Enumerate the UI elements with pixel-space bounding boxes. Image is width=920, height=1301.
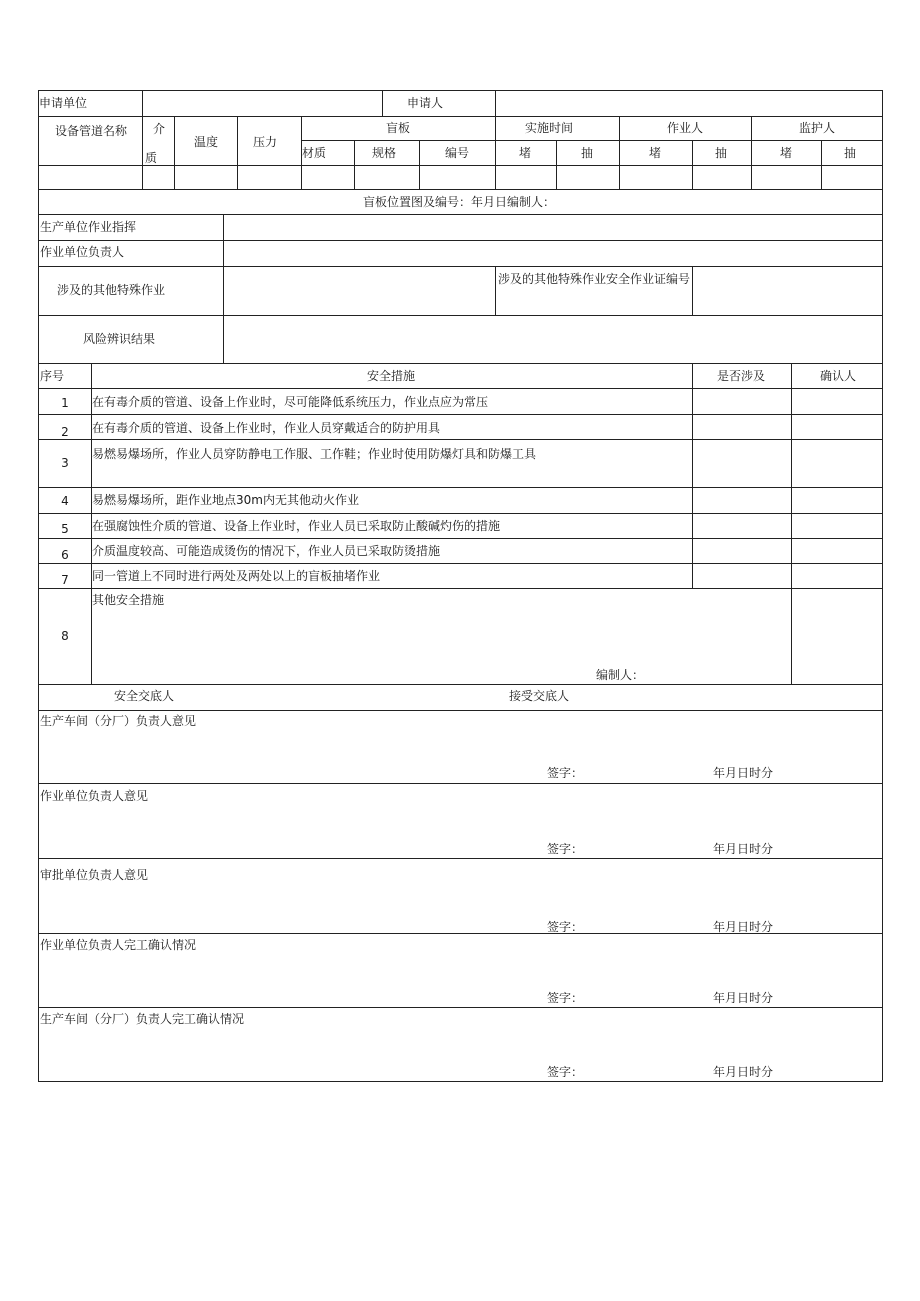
col-divider: [142, 91, 143, 116]
opinion-title: 审批单位负责人意见: [40, 868, 149, 882]
work-unit-head-label: 作业单位负责人: [40, 245, 125, 259]
measure-no: 1: [61, 396, 69, 410]
other-special-label: 涉及的其他特殊作业: [56, 283, 166, 297]
col-divider: [174, 116, 175, 189]
row-divider: [39, 684, 882, 685]
applicant-label: 申请人: [406, 96, 444, 110]
row-divider: [39, 1007, 882, 1008]
briefing-giver-label: 安全交底人: [113, 689, 175, 703]
sign-label: 签字：: [547, 991, 584, 1005]
date-label: 年月日时分: [713, 766, 774, 780]
date-label: 年月日时分: [713, 920, 774, 934]
briefing-receiver-label: 接受交底人: [508, 689, 570, 703]
col-divider: [556, 140, 557, 189]
measure-no: 2: [61, 425, 69, 439]
row-divider: [39, 487, 882, 488]
measure-text: 其他安全措施: [92, 593, 165, 607]
blind-plate-permit-form: [38, 90, 883, 1082]
opinion-title: 生产车间（分厂）负责人意见: [40, 714, 197, 728]
medium-label-2: 质: [145, 151, 158, 165]
pressure-label: 压力: [252, 135, 278, 149]
row-divider: [39, 858, 882, 859]
measure-no: 7: [61, 573, 69, 587]
medium-label: 介: [153, 122, 166, 136]
col-divider: [751, 116, 752, 189]
applicant-unit-label: 申请单位: [38, 96, 88, 110]
col-no-header: 序号: [40, 369, 65, 383]
col-confirm-header: 确认人: [819, 369, 857, 383]
row-divider: [39, 189, 882, 190]
measure-text: 易燃易爆场所，距作业地点30m内无其他动火作业: [92, 493, 359, 507]
row-divider: [39, 116, 882, 117]
col-divider: [821, 140, 822, 189]
measure-text: 同一管道上不同时进行两处及两处以上的盲板抽堵作业: [92, 569, 381, 583]
row-divider: [39, 214, 882, 215]
material-label: 材质: [302, 146, 327, 160]
diagram-caption: 盲板位置图及编号：年月日编制人：: [362, 195, 556, 209]
col-divider: [495, 116, 496, 189]
row-divider: [39, 240, 882, 241]
sign-label: 签字：: [547, 842, 584, 856]
measure-no: 6: [61, 548, 69, 562]
row-divider: [39, 588, 882, 589]
row-divider: [39, 266, 882, 267]
row-divider: [301, 140, 882, 141]
col-involved-header: 是否涉及: [716, 369, 766, 383]
col-divider: [354, 140, 355, 189]
opinion-title: 作业单位负责人意见: [40, 789, 149, 803]
operator-block-label: 堵: [648, 146, 662, 160]
col-divider: [382, 91, 383, 116]
impl-block-label: 堵: [518, 146, 532, 160]
commander-label: 生产单位作业指挥: [40, 220, 137, 234]
row-divider: [39, 538, 882, 539]
row-divider: [39, 710, 882, 711]
row-divider: [39, 165, 882, 166]
measure-text: 在有毒介质的管道、设备上作业时，尽可能降低系统压力，作业点应为常压: [92, 395, 489, 409]
measure-text: 介质温度较高、可能造成烫伤的情况下，作业人员已采取防烫措施: [92, 544, 441, 558]
col-divider: [237, 116, 238, 189]
col-divider: [142, 116, 143, 189]
opinion-title: 生产车间（分厂）负责人完工确认情况: [40, 1012, 245, 1026]
row-divider: [39, 439, 882, 440]
risk-label: 风险辨识结果: [82, 332, 156, 346]
spec-label: 规格: [371, 146, 397, 160]
measure-text: 在强腐蚀性介质的管道、设备上作业时，作业人员已采取防止酸碱灼伤的措施: [92, 519, 501, 533]
col-divider: [495, 266, 496, 315]
col-divider: [495, 91, 496, 116]
col-divider: [619, 116, 620, 189]
row-divider: [39, 363, 882, 364]
row-divider: [39, 388, 882, 389]
opinion-title: 作业单位负责人完工确认情况: [40, 938, 197, 952]
date-label: 年月日时分: [713, 842, 774, 856]
measure-no: 8: [61, 629, 69, 643]
measure-no: 3: [61, 456, 69, 470]
row-divider: [39, 414, 882, 415]
compiler-label: 编制人：: [596, 668, 645, 682]
impl-pull-label: 抽: [580, 146, 594, 160]
col-divider: [692, 363, 693, 588]
other-cert-label: 涉及的其他特殊作业安全作业证编号: [497, 272, 690, 286]
operator-label: 作业人: [666, 121, 704, 135]
row-divider: [39, 563, 882, 564]
measure-text: 易燃易爆场所，作业人员穿防静电工作服、工作鞋；作业时使用防爆灯具和防爆工具: [92, 447, 537, 461]
row-divider: [39, 783, 882, 784]
col-divider: [223, 214, 224, 363]
number-label: 编号: [444, 146, 470, 160]
sign-label: 签字：: [547, 920, 584, 934]
guardian-label: 监护人: [798, 121, 836, 135]
date-label: 年月日时分: [713, 991, 774, 1005]
impl-time-label: 实施时间: [524, 121, 574, 135]
col-divider: [692, 140, 693, 189]
measure-no: 4: [61, 494, 69, 508]
col-measure-header: 安全措施: [366, 369, 416, 383]
pipe-name-label: 设备管道名称: [54, 124, 128, 138]
guardian-block-label: 堵: [779, 146, 793, 160]
operator-pull-label: 抽: [714, 146, 728, 160]
measure-text: 在有毒介质的管道、设备上作业时，作业人员穿戴适合的防护用具: [92, 421, 441, 435]
blind-plate-label: 盲板: [385, 121, 411, 135]
temperature-label: 温度: [193, 135, 219, 149]
row-divider: [39, 315, 882, 316]
col-divider: [791, 363, 792, 684]
row-divider: [39, 513, 882, 514]
col-divider: [692, 266, 693, 315]
measure-no: 5: [61, 522, 69, 536]
sign-label: 签字：: [547, 766, 584, 780]
col-divider: [419, 140, 420, 189]
date-label: 年月日时分: [713, 1065, 774, 1079]
sign-label: 签字：: [547, 1065, 584, 1079]
guardian-pull-label: 抽: [843, 146, 857, 160]
